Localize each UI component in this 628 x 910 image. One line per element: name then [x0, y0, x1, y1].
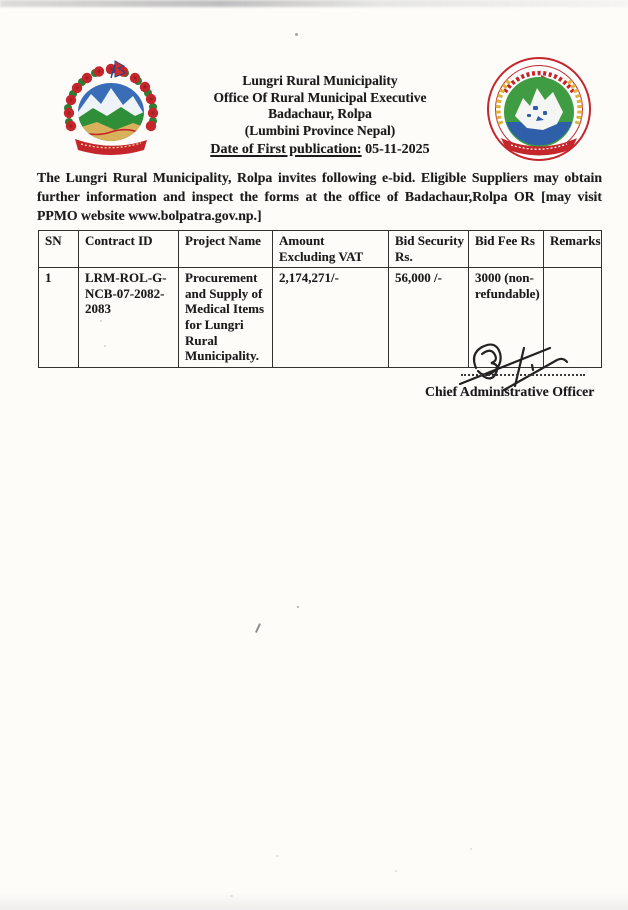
scan-artifact-top-edge — [0, 0, 628, 7]
table-cell: Procurement and Supply of Medical Items for Lungri Rural Municipality. — [179, 268, 273, 368]
scan-speck — [297, 606, 299, 608]
scan-speck — [100, 320, 102, 322]
province-line: (Lumbini Province Nepal) — [244, 122, 396, 138]
scan-artifact-bottom-edge — [0, 892, 628, 910]
table-cell: 1 — [39, 268, 79, 368]
letterhead — [150, 73, 490, 159]
table-cell: LRM-ROL-G-NCB-07-2082-2083 — [79, 268, 179, 368]
column-header: Remarks — [544, 231, 602, 268]
scan-speck — [395, 870, 397, 872]
table-cell: 56,000 /- — [389, 268, 469, 368]
column-header: Project Name — [179, 231, 273, 268]
scan-speck — [230, 895, 233, 897]
column-header: Contract ID — [79, 231, 179, 268]
scan-speck — [295, 33, 298, 36]
table-cell: 3000 (non-refundable) — [469, 268, 544, 368]
table-header-row — [39, 231, 602, 268]
column-header: Amount Excluding VAT — [273, 231, 389, 268]
scan-speck — [104, 345, 106, 347]
publication-date-line — [150, 142, 490, 159]
scan-speck — [276, 855, 278, 857]
municipality-seal-icon — [485, 54, 593, 164]
table-cell: 2,174,271/- — [273, 268, 389, 368]
publication-date-value: 05-11-2025 — [365, 142, 430, 157]
address-line: Badachaur, Rolpa — [268, 106, 372, 121]
publication-date-label: Date of First publication: — [210, 142, 362, 157]
signatory-title: Chief Administrative Officer — [425, 384, 595, 399]
office-name: Office Of Rural Municipal Executive — [213, 89, 427, 105]
column-header: Bid Security Rs. — [389, 231, 469, 268]
org-name: Lungri Rural Municipality — [242, 73, 398, 88]
column-header: Bid Fee Rs — [469, 231, 544, 268]
column-header: SN — [39, 231, 79, 268]
scan-slash-mark — [255, 623, 261, 633]
intro-paragraph: The Lungri Rural Municipality, Rolpa invites following e-bid. Eligible Suppliers may obtain further information and inspect the forms at the office of Badachaur,Rolpa OR [may visit PPMO website www.bolpatra.gov.np.] — [37, 170, 602, 223]
signature-line — [461, 374, 585, 376]
nepal-emblem-icon — [57, 60, 165, 157]
scan-speck — [470, 848, 472, 850]
